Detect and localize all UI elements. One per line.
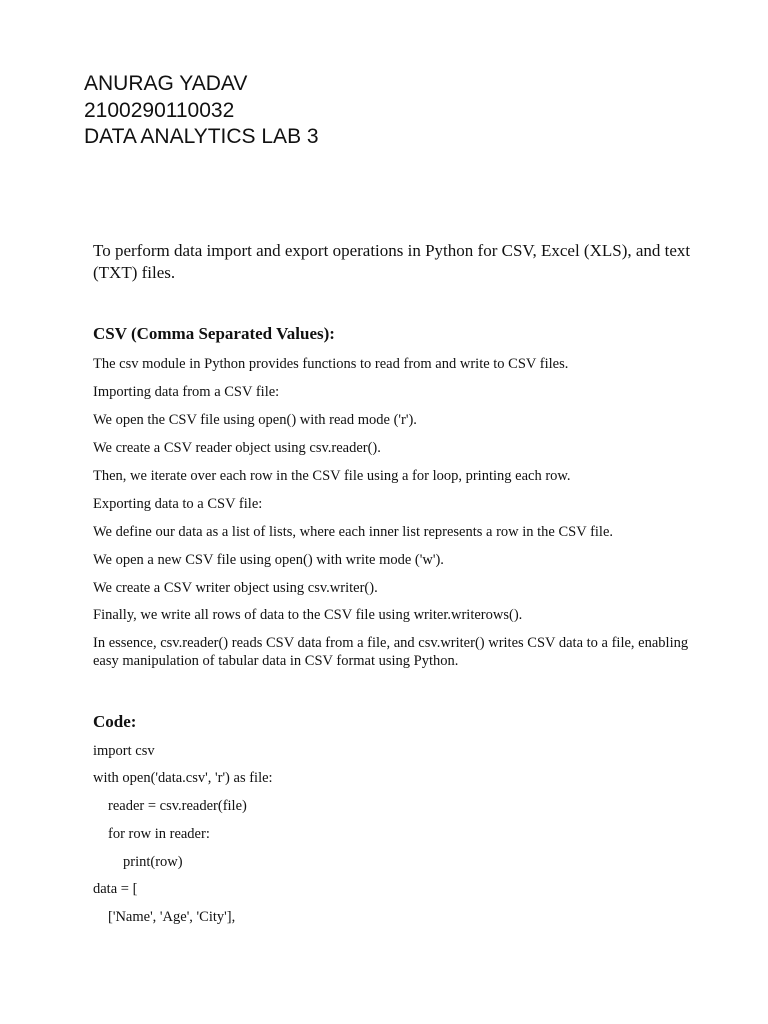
csv-paragraph: We create a CSV writer object using csv.writer().: [93, 580, 378, 596]
csv-paragraph: We create a CSV reader object using csv.reader().: [93, 440, 381, 456]
code-line: with open('data.csv', 'r') as file:: [93, 770, 273, 786]
csv-paragraph: We define our data as a list of lists, where each inner list represents a row in the CSV file.: [93, 524, 614, 540]
csv-summary-paragraph: In essence, csv.reader() reads CSV data from a file, and csv.writer() writes CSV data to a file, enabling easy manipulation of tabular data in CSV format using Python.: [93, 635, 689, 669]
document-header: [84, 71, 319, 151]
code-line: reader = csv.reader(file): [108, 798, 247, 814]
student-name: ANURAG YADAV: [84, 72, 248, 95]
roll-number: 2100290110032: [84, 98, 235, 122]
csv-paragraph: We open a new CSV file using open() with write mode ('w').: [93, 552, 444, 568]
lab-title: DATA ANALYTICS LAB 3: [84, 125, 319, 148]
csv-paragraph: Exporting data to a CSV file:: [93, 496, 263, 512]
csv-paragraph: Then, we iterate over each row in the CSV file using a for loop, printing each row.: [93, 468, 571, 484]
csv-paragraph: Importing data from a CSV file:: [93, 384, 280, 400]
code-line: for row in reader:: [108, 826, 210, 842]
code-line: data = [: [93, 881, 138, 897]
csv-section-heading: CSV (Comma Separated Values):: [93, 324, 335, 343]
code-line: import csv: [93, 743, 155, 759]
csv-paragraph: Finally, we write all rows of data to the CSV file using writer.writerows().: [93, 607, 523, 623]
aim-paragraph: To perform data import and export operations in Python for CSV, Excel (XLS), and text (TXT) files.: [93, 241, 691, 282]
code-line: print(row): [123, 854, 183, 870]
code-section-heading: Code:: [93, 712, 137, 731]
csv-paragraph: The csv module in Python provides functions to read from and write to CSV files.: [93, 356, 569, 372]
code-line: ['Name', 'Age', 'City'],: [108, 909, 236, 925]
csv-paragraph: We open the CSV file using open() with read mode ('r').: [93, 412, 417, 428]
